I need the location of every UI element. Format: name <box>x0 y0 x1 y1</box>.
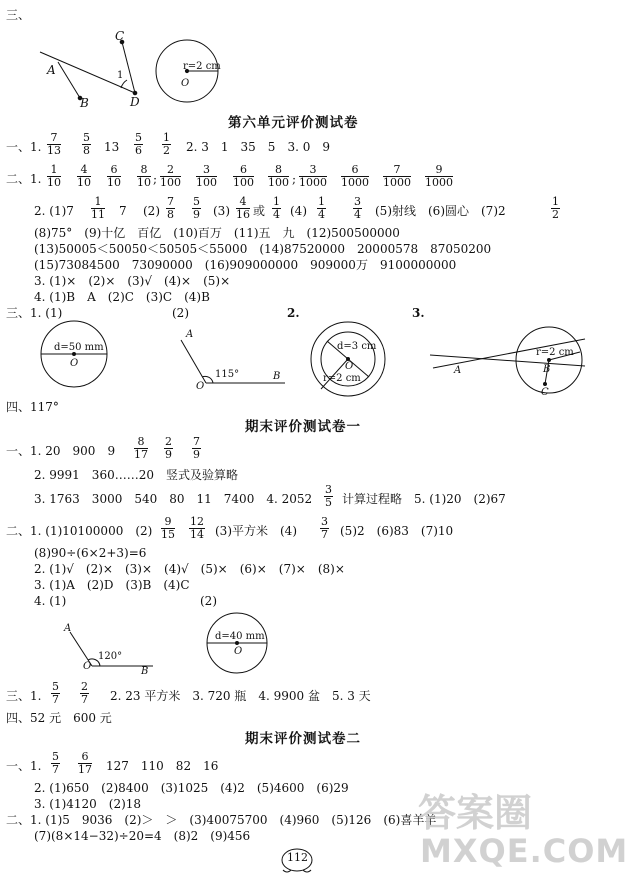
point-c-label: C <box>541 387 549 398</box>
heading-final2: 期末评价测试卷二 <box>245 731 361 747</box>
fraction: 5 7 <box>52 680 59 706</box>
fraction: 3 100 <box>196 163 217 189</box>
u6-r3-p2: (2) <box>143 204 160 218</box>
fraction: 7 13 <box>47 131 61 157</box>
fraction: 2 100 <box>160 163 181 189</box>
fraction: 7 1000 <box>383 163 411 189</box>
f2-row5: (7)(8×14−32)÷20=4 (8)2 (9)456 <box>34 829 251 843</box>
fraction: 3 1000 <box>299 163 327 189</box>
center-label: O <box>181 78 190 89</box>
fraction: 7 8 <box>167 195 174 221</box>
point-b-label: B <box>80 96 89 110</box>
f2-row3: 3. (1)4120 (2)18 <box>34 797 142 811</box>
fraction: 2 9 <box>165 435 172 461</box>
fraction: 6 10 <box>107 163 121 189</box>
fraction: 6 1000 <box>341 163 369 189</box>
r2-label: r=2 cm <box>323 373 361 384</box>
u6-row4: (8)75° (9)十亿 百亿 (10)百万 (11)五 九 (12)500500000 <box>34 226 400 240</box>
f1-row3-a: 3. 1763 3000 540 80 11 7400 4. 2052 <box>34 492 313 506</box>
u6-r3-p1: 2. (1)7 <box>34 204 74 218</box>
angle-120-label: 120° <box>98 651 123 662</box>
fraction: 1 2 <box>163 131 170 157</box>
point-a-label: A <box>454 365 462 376</box>
point-b-label: B <box>273 371 281 382</box>
value-13: 13 <box>104 140 120 154</box>
point-b-label: B <box>543 364 551 375</box>
f1-row1-prefix: 一、1. 20 900 9 <box>6 444 116 458</box>
section-three-label: 三、 <box>6 8 31 22</box>
fraction: 6 100 <box>233 163 254 189</box>
point-d-label: D <box>130 95 140 109</box>
f1-row2: 2. 9991 360……20 竖式及验算略 <box>34 468 238 482</box>
u6-row1-rest: 2. 3 1 35 5 3. 0 9 <box>186 140 330 154</box>
fraction: 1 10 <box>47 163 61 189</box>
center-label: O <box>70 358 79 369</box>
f1-row9-b: 2. 23 平方米 3. 720 瓶 4. 9900 盆 5. 3 天 <box>110 689 371 703</box>
f1-row8-a: 4. (1) <box>34 594 67 608</box>
fraction: 7 9 <box>193 435 200 461</box>
f1-row10: 四、52 元 600 元 <box>6 711 112 725</box>
circle-lines-figure <box>430 327 585 393</box>
u6-r3-p4: (4) <box>290 204 307 218</box>
f1-row5: (8)90÷(6×2+3)=6 <box>34 546 147 560</box>
f2-row2: 2. (1)650 (2)8400 (3)1025 (4)2 (5)4600 (6)29 <box>34 781 349 795</box>
fraction: 9 1000 <box>425 163 453 189</box>
u6-row7: 3. (1)× (2)× (3)√ (4)× (5)× <box>34 274 231 288</box>
watermark-url: MXQE.COM <box>420 832 628 870</box>
f2-row1-a: 一、1. <box>6 759 42 773</box>
point-a-label: A <box>186 329 194 340</box>
f1-row3-b: 计算过程略 5. (1)20 (2)67 <box>342 492 506 506</box>
fraction: 3 5 <box>325 483 332 509</box>
center-label: O <box>234 646 243 657</box>
or-label: 或 <box>253 204 266 218</box>
u6-r3-p3: (3) <box>213 204 230 218</box>
f1-row9-a: 三、1. <box>6 689 42 703</box>
fraction: 4 10 <box>77 163 91 189</box>
d3-label: d=3 cm <box>337 341 377 352</box>
center-label: O <box>345 361 354 372</box>
point-b-label: B <box>141 666 149 677</box>
f1-row4-a: 二、1. (1)10100000 (2) <box>6 524 153 538</box>
heading-unit6: 第六单元评价测试卷 <box>228 115 359 131</box>
vertex-o-label: O <box>83 661 92 672</box>
angle-115-label: 115° <box>215 369 240 380</box>
u6-row10: 四、117° <box>6 400 59 414</box>
fraction: 8 17 <box>134 435 148 461</box>
point-a-label: A <box>64 623 72 634</box>
u6-row9-c: 2. <box>287 306 300 320</box>
value-7: 7 <box>119 204 127 218</box>
fraction: 5 9 <box>193 195 200 221</box>
u6-row8: 4. (1)B A (2)C (3)C (4)B <box>34 290 210 304</box>
fraction: 12 14 <box>190 515 204 541</box>
page-number: 112 <box>287 851 308 864</box>
d40-label: d=40 mm <box>215 631 265 642</box>
fraction: 2 7 <box>81 680 88 706</box>
vertex-o-label: O <box>196 381 205 392</box>
fraction: 3 7 <box>321 515 328 541</box>
f2-row1-b: 127 110 82 16 <box>106 759 219 773</box>
f1-row6: 2. (1)√ (2)× (3)× (4)√ (5)× (6)× (7)× (8)× <box>34 562 345 576</box>
fraction: 5 7 <box>52 750 59 776</box>
fraction: 9 15 <box>161 515 175 541</box>
f1-row8-b: (2) <box>200 594 217 608</box>
d50-label: d=50 mm <box>54 342 104 353</box>
fraction: 8 100 <box>268 163 289 189</box>
point-a-label: A <box>47 63 56 77</box>
fraction: 1 11 <box>91 195 105 221</box>
fraction: 4 16 <box>236 195 250 221</box>
u6-row9-a: 三、1. (1) <box>6 306 63 320</box>
radius-label: r=2 cm <box>183 61 221 72</box>
fraction: 3 4 <box>354 195 361 221</box>
u6-row2-prefix: 二、1. <box>6 172 42 186</box>
u6-row1-prefix: 一、1. <box>6 140 42 154</box>
fraction: 6 17 <box>78 750 92 776</box>
heading-final1: 期末评价测试卷一 <box>245 419 361 435</box>
separator: ; <box>153 172 158 186</box>
fraction: 5 8 <box>83 131 90 157</box>
watermark-logo: 答案圈 <box>418 791 533 835</box>
f1-row4-c: (5)2 (6)83 (7)10 <box>340 524 454 538</box>
r2-label: r=2 cm <box>536 347 574 358</box>
f2-row4: 二、1. (1)5 9036 (2)＞ ＞ (3)40075700 (4)960 (5)126 (6)喜羊羊 <box>6 813 437 827</box>
u6-r3-p5: (5)射线 (6)圆心 (7)2 <box>375 204 506 218</box>
fraction: 5 6 <box>135 131 142 157</box>
fraction: 1 4 <box>318 195 325 221</box>
separator: ; <box>292 172 297 186</box>
fraction: 8 10 <box>137 163 151 189</box>
u6-row5: (13)50005＜50050＜50505＜55000 (14)87520000 20000578 87050200 <box>34 242 492 256</box>
point-c-label: C <box>115 29 125 43</box>
u6-row9-d: 3. <box>412 306 425 320</box>
f1-row7: 3. (1)A (2)D (3)B (4)C <box>34 578 190 592</box>
angle-1-label: 1 <box>117 70 124 81</box>
u6-row6: (15)73084500 73090000 (16)909000000 909000万 9100000000 <box>34 258 457 272</box>
u6-row9-b: (2) <box>172 306 189 320</box>
fraction: 1 4 <box>273 195 280 221</box>
fraction: 1 2 <box>552 195 559 221</box>
f1-row4-b: (3)平方米 (4) <box>215 524 297 538</box>
